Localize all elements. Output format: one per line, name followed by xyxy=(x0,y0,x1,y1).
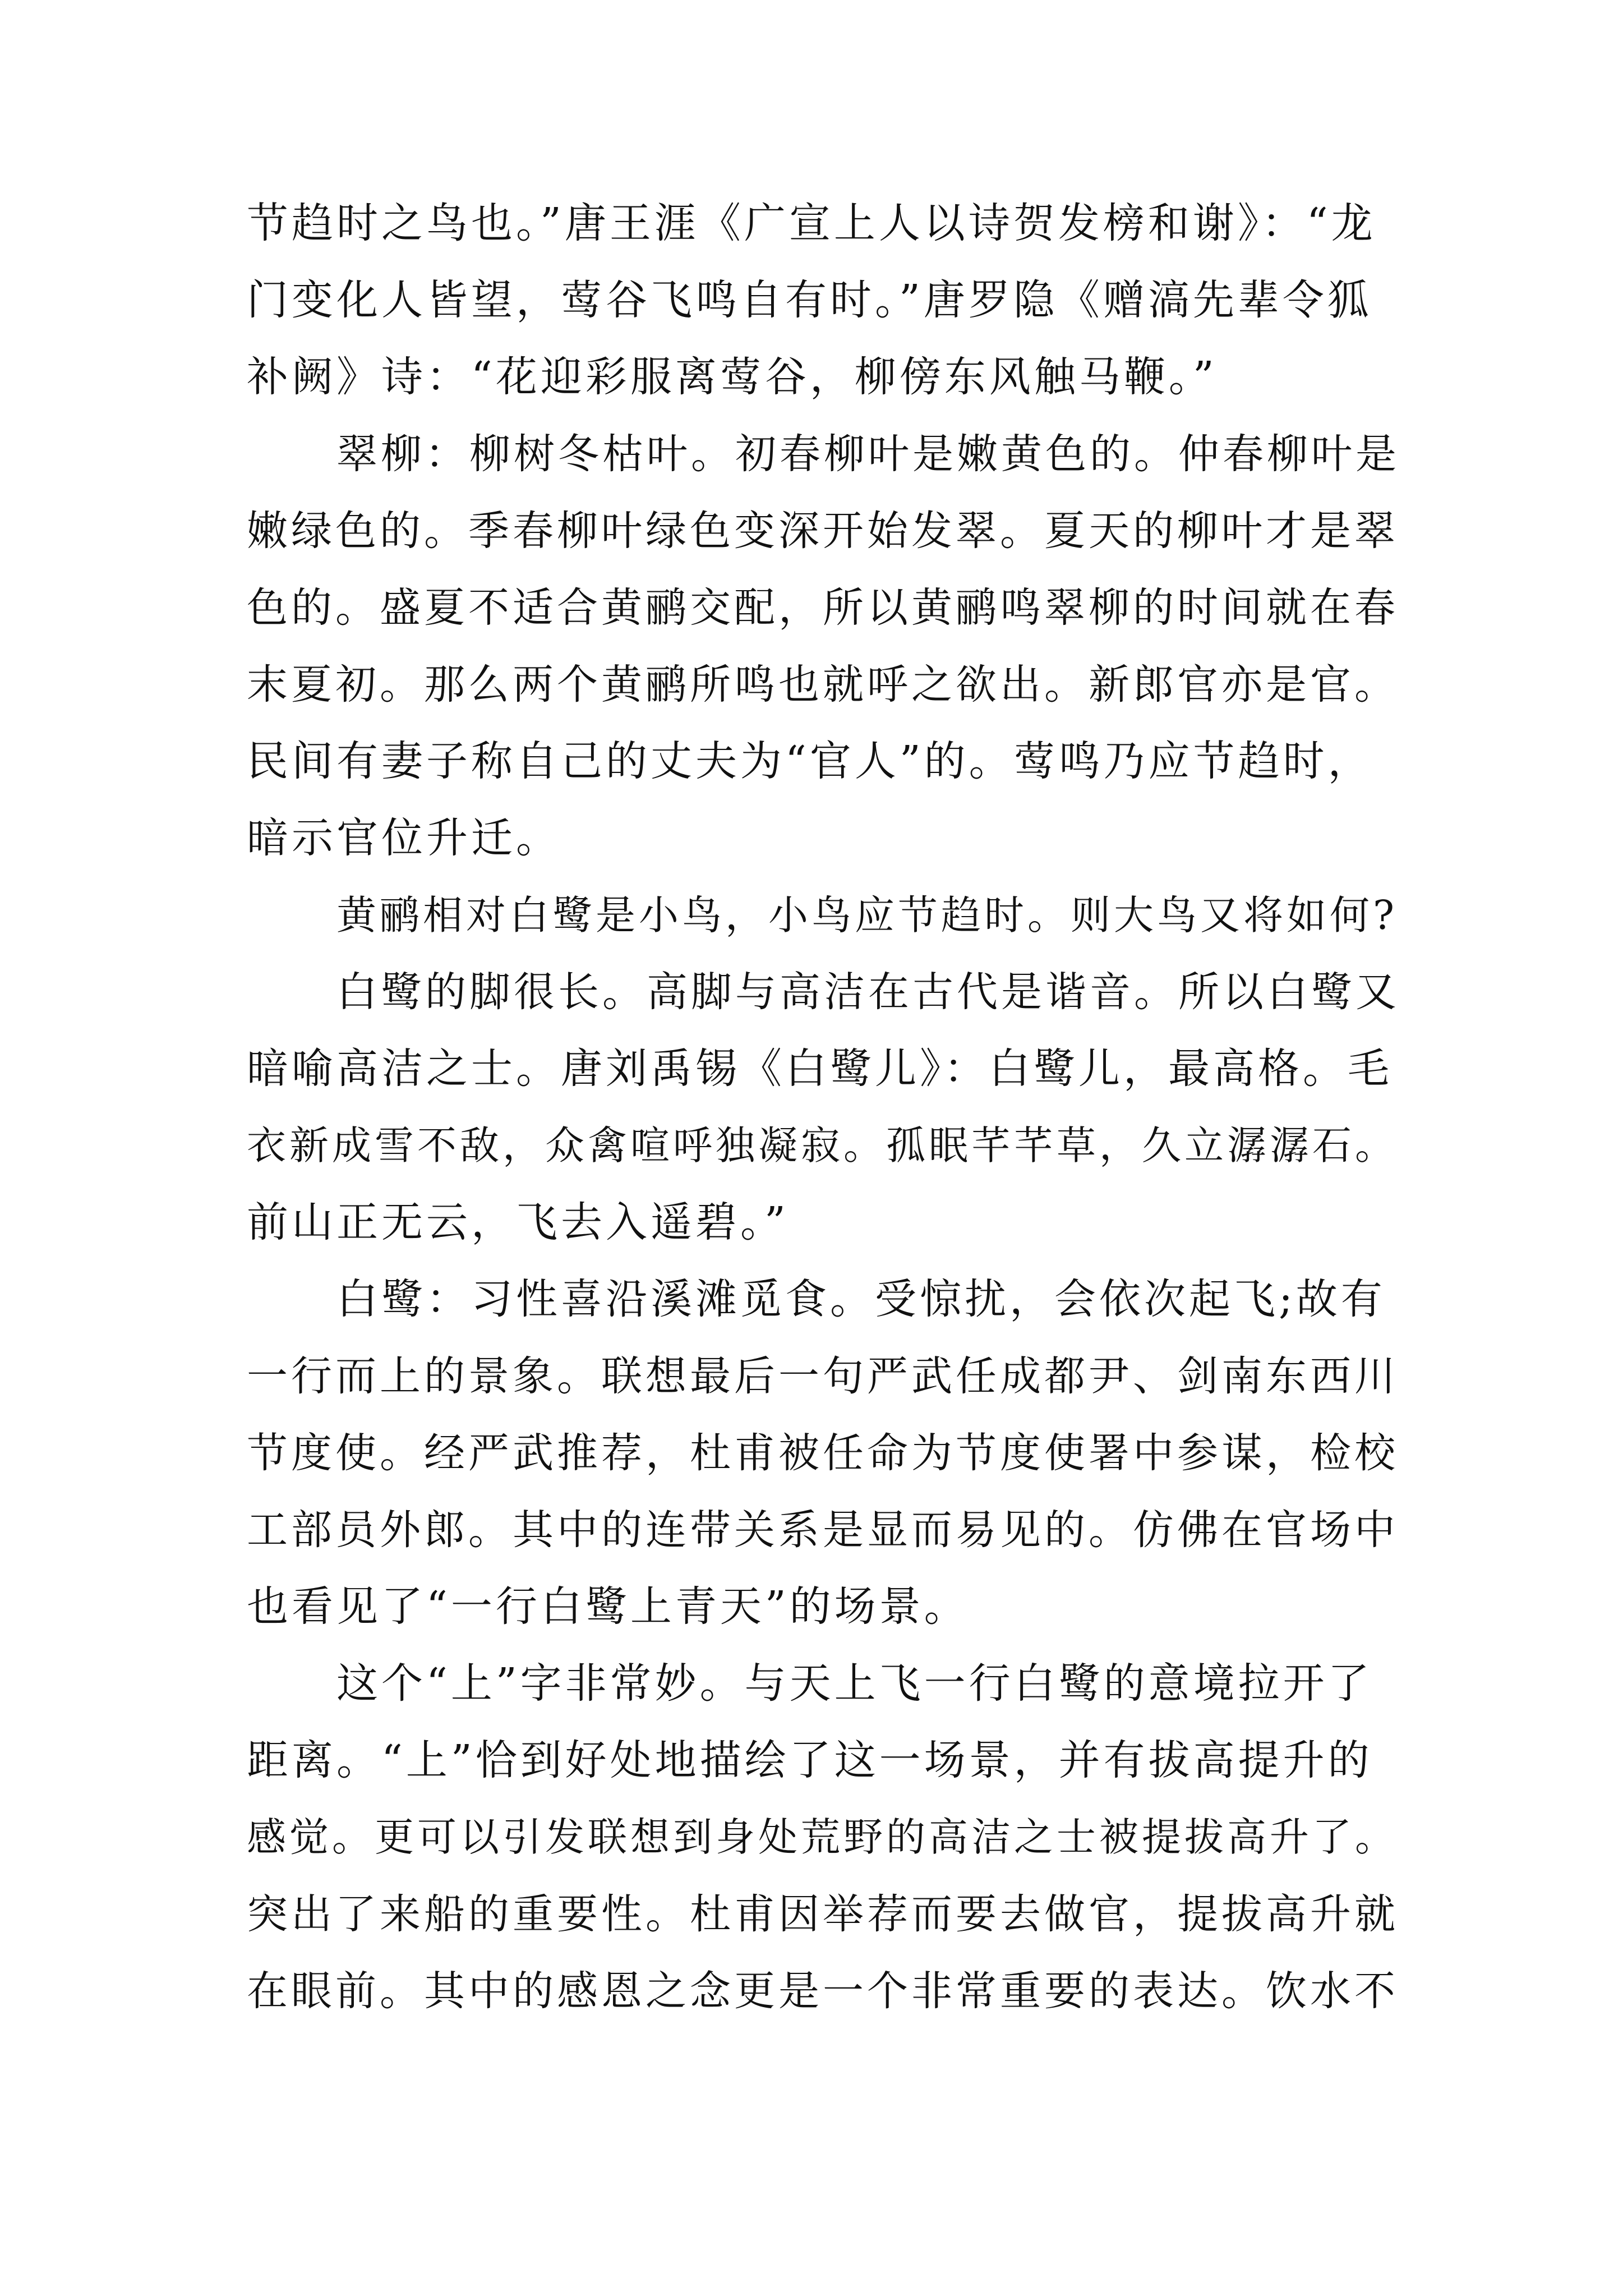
text-line: 暗喻高洁之士。唐刘禹锡《白鹭儿》：白鹭儿，最高格。毛 xyxy=(247,1045,1393,1093)
text-line: 色的。盛夏不适合黄鹂交配，所以黄鹂鸣翠柳的时间就在春 xyxy=(247,584,1399,632)
text-line: 暗示官位升迁。 xyxy=(247,814,561,862)
text-line: 距离。“上”恰到好处地描绘了这一场景，并有拔高提升的 xyxy=(247,1736,1373,1784)
text-line: 节度使。经严武推荐，杜甫被任命为节度使署中参谋，检校 xyxy=(247,1429,1399,1477)
text-line: 在眼前。其中的感恩之念更是一个非常重要的表达。饮水不 xyxy=(247,1967,1399,2015)
text-line: 这个“上”字非常妙。与天上飞一行白鹭的意境拉开了 xyxy=(336,1659,1373,1708)
text-line: 也看见了“一行白鹭上青天”的场景。 xyxy=(247,1582,969,1631)
text-line: 嫩绿色的。季春柳叶绿色变深开始发翠。夏天的柳叶才是翠 xyxy=(247,507,1399,555)
body-text xyxy=(247,185,1402,2030)
text-line: 白鹭的脚很长。高脚与高洁在古代是谐音。所以白鹭又 xyxy=(336,968,1400,1016)
text-line: 末夏初。那么两个黄鹂所鸣也就呼之欲出。新郎官亦是官。 xyxy=(247,661,1399,708)
text-line: 门变化人皆望，莺谷飞鸣自有时。”唐罗隐《赠滈先辈令狐 xyxy=(247,276,1372,324)
text-line: 一行而上的景象。联想最后一句严武任成都尹、剑南东西川 xyxy=(247,1352,1399,1400)
text-line: 黄鹂相对白鹭是小鸟，小鸟应节趋时。则大鸟又将如何? xyxy=(336,892,1398,938)
text-line: 补阙》诗：“花迎彩服离莺谷，柳傍东风触马鞭。” xyxy=(247,353,1218,401)
text-line: 前山正无云，飞去入遥碧。” xyxy=(247,1198,789,1246)
text-line: 民间有妻子称自己的丈夫为“官人”的。莺鸣乃应节趋时， xyxy=(247,737,1373,785)
text-line: 翠柳：柳树冬枯叶。初春柳叶是嫩黄色的。仲春柳叶是 xyxy=(336,430,1400,478)
text-line: 突出了来船的重要性。杜甫因举荐而要去做官，提拔高升就 xyxy=(247,1890,1399,1938)
text-line: 衣新成雪不敌，众禽喧呼独凝寂。孤眠芊芊草，久立潺潺石。 xyxy=(247,1122,1398,1168)
text-line: 工部员外郎。其中的连带关系是显而易见的。仿佛在官场中 xyxy=(247,1506,1399,1554)
text-line: 节趋时之鸟也。”唐王涯《广宣上人以诗贺发榜和谢》：“龙 xyxy=(247,199,1376,247)
text-line: 感觉。更可以引发联想到身处荒野的高洁之士被提拔高升了。 xyxy=(247,1814,1398,1860)
text-line: 白鹭：习性喜沿溪滩觅食。受惊扰，会依次起飞;故有 xyxy=(336,1275,1386,1323)
